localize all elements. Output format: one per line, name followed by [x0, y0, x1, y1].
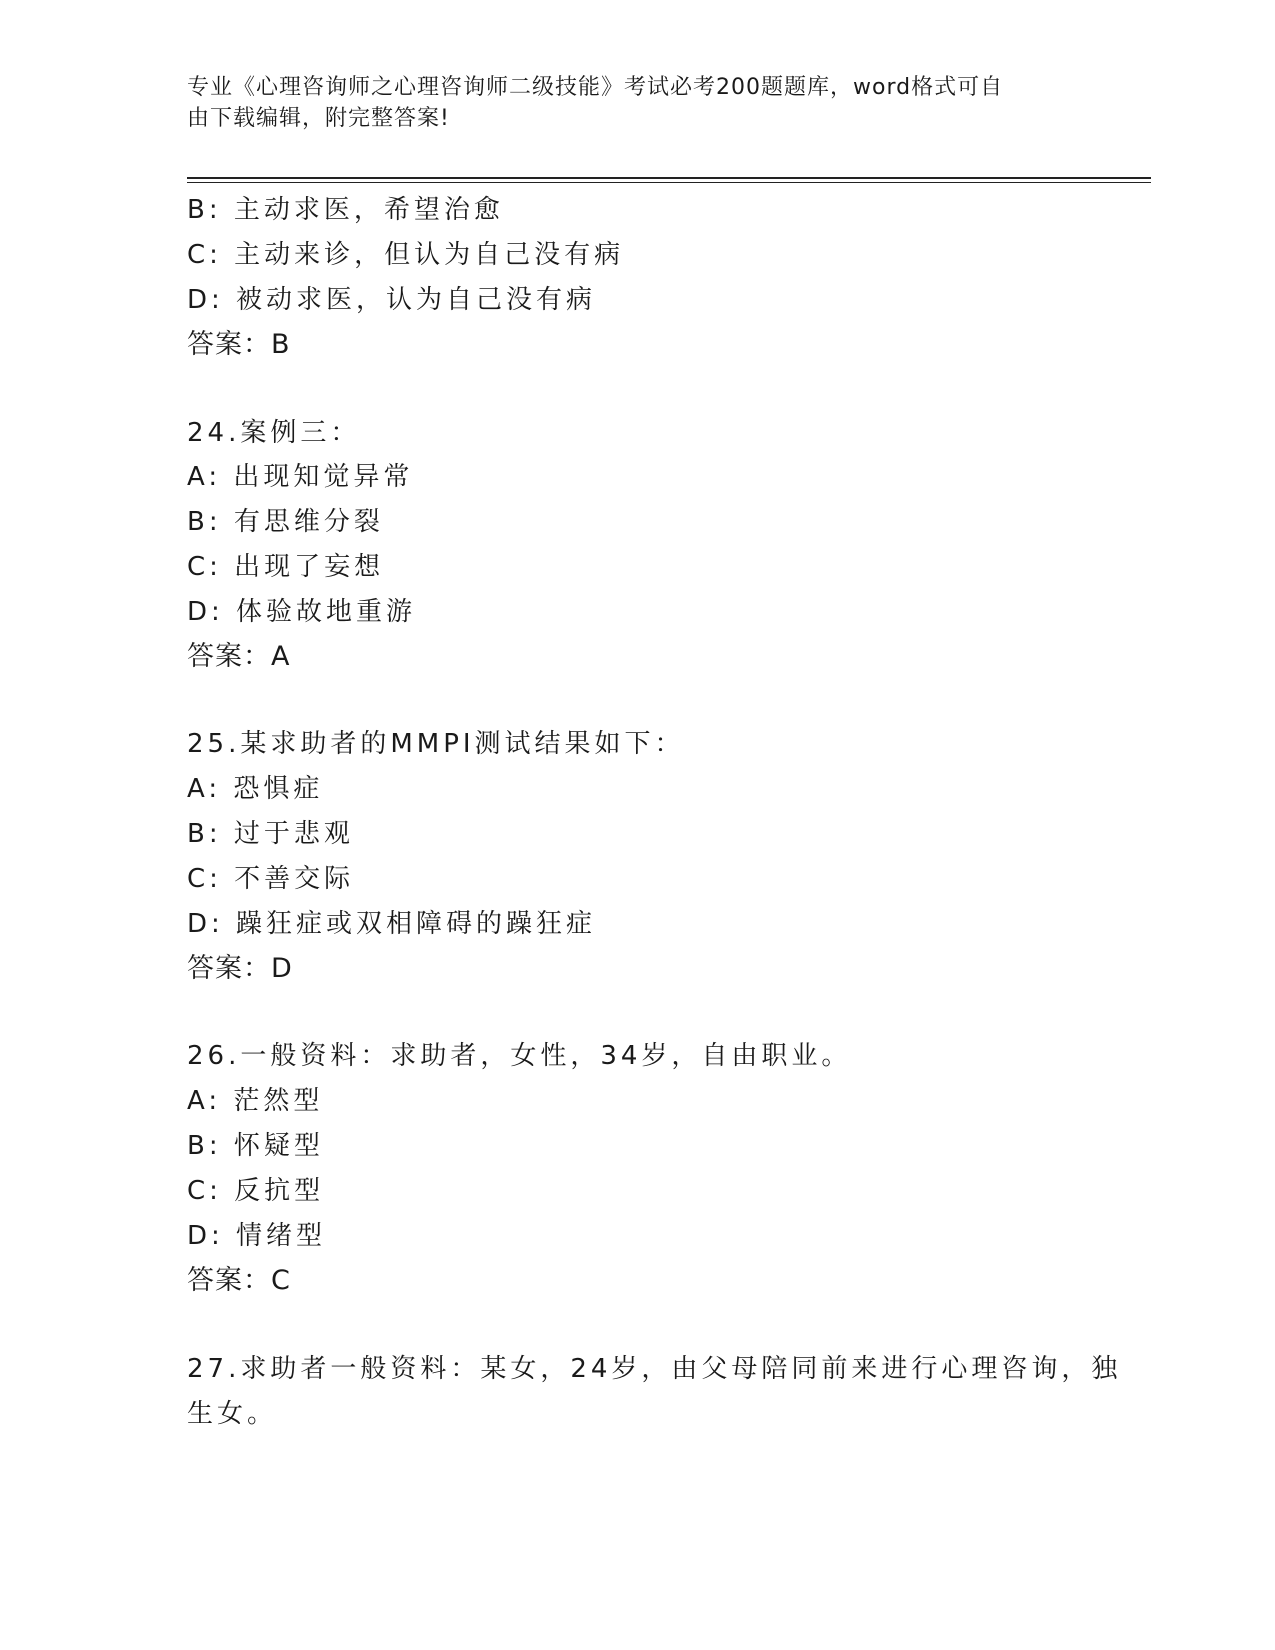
question-stem-25: 25.某求助者的MMPI测试结果如下： — [187, 729, 685, 759]
option-b: B: 主动求医，希望治愈 — [187, 195, 504, 225]
answer-line: 答案：C — [187, 1265, 291, 1296]
question-stem-26: 26.一般资料：求助者，女性，34岁，自由职业。 — [187, 1041, 852, 1071]
header-line-1: 专业《心理咨询师之心理咨询师二级技能》考试必考200题题库，word格式可自 — [187, 75, 1004, 100]
option-b: B: 有思维分裂 — [187, 507, 384, 537]
question-stem-24: 24.案例三： — [187, 418, 361, 448]
option-d: D: 被动求医，认为自己没有病 — [187, 285, 597, 315]
answer-line: 答案：B — [187, 329, 291, 360]
question-stem-27-line-2: 生女。 — [187, 1399, 278, 1429]
answer-line: 答案：D — [187, 953, 293, 984]
header-divider-thick — [187, 177, 1151, 179]
option-b: B: 怀疑型 — [187, 1131, 324, 1161]
option-d: D: 情绪型 — [187, 1221, 327, 1251]
option-b: B: 过于悲观 — [187, 819, 354, 849]
option-d: D: 体验故地重游 — [187, 597, 417, 627]
option-c: C: 出现了妄想 — [187, 552, 385, 582]
option-c: C: 不善交际 — [187, 864, 355, 894]
header-line-2: 由下载编辑，附完整答案! — [187, 106, 450, 131]
option-a: A: 恐惧症 — [187, 774, 324, 804]
question-stem-27-line-1: 27.求助者一般资料：某女，24岁，由父母陪同前来进行心理咨询，独 — [187, 1354, 1122, 1384]
answer-line: 答案：A — [187, 641, 291, 672]
option-c: C: 反抗型 — [187, 1176, 325, 1206]
option-d: D: 躁狂症或双相障碍的躁狂症 — [187, 909, 597, 939]
header-divider-thin — [187, 182, 1151, 183]
document-header — [187, 72, 1067, 134]
option-a: A: 茫然型 — [187, 1086, 324, 1116]
option-a: A: 出现知觉异常 — [187, 462, 414, 492]
option-c: C: 主动来诊，但认为自己没有病 — [187, 240, 625, 270]
